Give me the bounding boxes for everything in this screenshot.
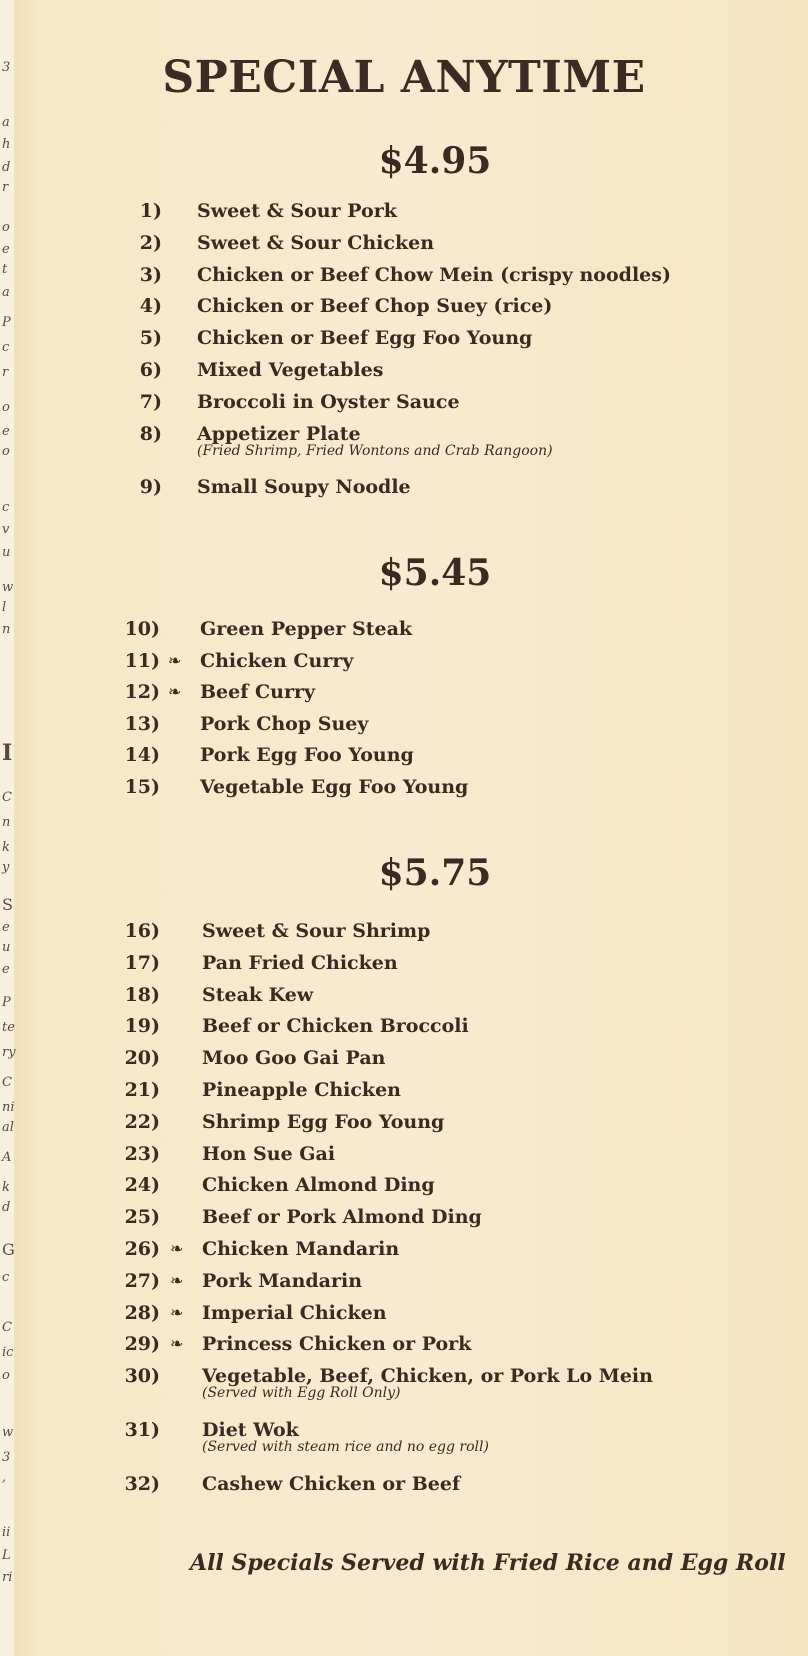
item-name: Vegetable Egg Foo Young (200, 776, 469, 798)
item-name: Pineapple Chicken (202, 1079, 401, 1101)
item-number: 1) (139, 200, 162, 222)
item-name: Green Pepper Steak (200, 618, 413, 640)
strip-letter: ri (2, 1570, 13, 1585)
strip-letter: d (2, 1200, 11, 1215)
spicy-leaf-icon: ❧ (170, 1334, 184, 1354)
menu-item (0, 196, 808, 226)
menu-item (0, 1234, 808, 1264)
item-number: 28) (124, 1301, 160, 1324)
menu-item (0, 1075, 808, 1105)
strip-letter: r (2, 180, 9, 195)
item-number: 20) (124, 1047, 160, 1070)
menu-title: SPECIAL ANYTIME (162, 52, 646, 103)
item-number: 14) (124, 744, 160, 767)
item-name: Broccoli in Oyster Sauce (197, 390, 460, 413)
menu-item (0, 1469, 808, 1499)
menu-item (0, 709, 808, 739)
item-name: Imperial Chicken (202, 1301, 387, 1324)
item-name: Shrimp Egg Foo Young (202, 1110, 445, 1133)
menu-item (0, 1266, 808, 1296)
item-number: 7) (139, 390, 162, 413)
item-number: 17) (124, 951, 160, 974)
item-name: Hon Sue Gai (202, 1142, 336, 1165)
spicy-leaf-icon: ❧ (170, 1270, 184, 1290)
item-name: Chicken or Beef Chop Suey (rice) (197, 295, 553, 318)
strip-letter: h (2, 137, 11, 152)
item-number: 15) (124, 776, 160, 798)
item-number: 6) (139, 359, 162, 381)
menu-item (0, 1202, 808, 1232)
menu-item (0, 614, 808, 644)
item-name: Cashew Chicken or Beef (202, 1472, 461, 1495)
item-number: 19) (124, 1015, 160, 1038)
strip-letter: G (2, 1240, 15, 1259)
item-number: 25) (124, 1206, 160, 1229)
item-name: Mixed Vegetables (197, 359, 384, 381)
item-number: 29) (124, 1333, 160, 1356)
strip-letter: o (2, 220, 10, 235)
spicy-leaf-icon: ❧ (168, 650, 182, 670)
item-name: Diet Wok (202, 1419, 299, 1441)
strip-letter: L (2, 1548, 11, 1563)
strip-letter: C (2, 1075, 12, 1090)
item-name: Pork Egg Foo Young (200, 744, 414, 767)
menu-item (0, 677, 808, 707)
strip-letter: o (2, 444, 10, 459)
item-name: Pork Chop Suey (200, 712, 369, 735)
strip-letter: C (2, 790, 12, 805)
strip-letter: t (2, 262, 8, 277)
strip-letter: d (2, 160, 11, 175)
item-number: 26) (124, 1238, 160, 1260)
item-name: Chicken or Beef Chow Mein (crispy noodles) (197, 263, 671, 286)
strip-letter: r (2, 365, 9, 380)
strip-letter: n (2, 622, 11, 637)
strip-letter: u (2, 940, 11, 955)
strip-letter: 3 (2, 60, 11, 75)
menu-item (0, 1011, 808, 1041)
menu-item (0, 291, 808, 321)
item-number: 22) (124, 1110, 160, 1133)
strip-letter: k (2, 1180, 10, 1195)
strip-letter: k (2, 840, 10, 855)
strip-letter: c (2, 1270, 10, 1285)
item-name: Chicken Almond Ding (202, 1174, 435, 1197)
item-number: 16) (124, 920, 160, 942)
item-number: 18) (124, 983, 160, 1006)
item-name: Beef or Chicken Broccoli (202, 1015, 469, 1038)
menu-item (0, 1170, 808, 1200)
footer-note: All Specials Served with Fried Rice and Egg Roll (190, 1550, 786, 1576)
strip-letter: o (2, 400, 10, 415)
item-name: Steak Kew (202, 983, 314, 1006)
strip-letter: C (2, 1320, 12, 1335)
item-name: Vegetable, Beef, Chicken, or Pork Lo Mein (202, 1365, 653, 1388)
strip-letter: te (2, 1020, 15, 1035)
menu-item (0, 948, 808, 978)
spicy-leaf-icon: ❧ (170, 1239, 184, 1258)
menu-item (0, 472, 808, 502)
item-name: Sweet & Sour Chicken (197, 231, 435, 254)
section-price: $4.95 (378, 140, 492, 182)
item-name: Princess Chicken or Pork (202, 1333, 472, 1356)
menu-item (0, 1298, 808, 1328)
strip-letter: A (2, 1150, 12, 1165)
item-number: 13) (124, 712, 160, 735)
menu-item (0, 387, 808, 417)
strip-letter: al (2, 1120, 14, 1135)
item-number: 4) (139, 295, 162, 318)
item-note: (Served with Egg Roll Only) (202, 1385, 401, 1402)
spicy-leaf-icon: ❧ (168, 682, 182, 702)
menu-item (0, 1329, 808, 1359)
strip-letter: P (2, 995, 11, 1010)
item-number: 32) (124, 1472, 160, 1495)
item-name: Sweet & Sour Shrimp (202, 920, 431, 942)
strip-letter: c (2, 340, 10, 355)
item-number: 2) (139, 231, 162, 254)
menu-item (0, 646, 808, 676)
menu-item (0, 228, 808, 258)
strip-letter: 3 (2, 1450, 11, 1465)
strip-letter: o (2, 1368, 10, 1383)
item-number: 31) (124, 1419, 160, 1441)
menu-item (0, 260, 808, 290)
item-name: Pork Mandarin (202, 1269, 363, 1292)
item-number: 3) (139, 263, 162, 286)
item-number: 12) (124, 681, 160, 704)
strip-letter: ni (2, 1100, 15, 1115)
strip-letter: e (2, 242, 10, 257)
section-price: $5.75 (378, 852, 492, 894)
menu-item (0, 1139, 808, 1169)
strip-letter: u (2, 545, 11, 560)
item-number: 24) (124, 1174, 160, 1197)
item-name: Chicken Curry (200, 649, 354, 672)
item-name: Beef or Pork Almond Ding (202, 1206, 482, 1229)
strip-letter: a (2, 115, 10, 130)
strip-letter: ic (2, 1345, 14, 1360)
item-name: Sweet & Sour Pork (197, 200, 397, 222)
strip-letter: ry (2, 1045, 16, 1060)
item-number: 9) (139, 476, 162, 499)
item-name: Chicken Mandarin (202, 1238, 400, 1260)
strip-letter: a (2, 285, 10, 300)
item-number: 5) (139, 327, 162, 350)
strip-letter: w (2, 1425, 14, 1440)
menu-item (0, 1361, 808, 1391)
item-number: 10) (124, 618, 160, 640)
menu-item (0, 323, 808, 353)
item-number: 27) (124, 1269, 160, 1292)
item-name: Pan Fried Chicken (202, 951, 398, 974)
item-number: 30) (124, 1365, 160, 1388)
item-note: (Fried Shrimp, Fried Wontons and Crab Rangoon) (197, 442, 553, 459)
strip-letter: e (2, 424, 10, 439)
strip-letter: n (2, 815, 11, 830)
item-number: 23) (124, 1142, 160, 1165)
strip-letter: S (2, 895, 13, 914)
strip-letter: I (2, 740, 13, 766)
strip-letter: c (2, 500, 10, 515)
menu-item (0, 1043, 808, 1073)
item-number: 11) (124, 649, 160, 672)
item-name: Appetizer Plate (197, 422, 361, 445)
item-name: Moo Goo Gai Pan (202, 1047, 386, 1070)
menu-item (0, 772, 808, 802)
strip-letter: w (2, 580, 14, 595)
item-name: Chicken or Beef Egg Foo Young (197, 327, 533, 350)
item-name: Beef Curry (200, 681, 316, 704)
strip-letter: e (2, 962, 10, 977)
menu-item (0, 980, 808, 1010)
item-number: 21) (124, 1079, 160, 1101)
item-number: 8) (139, 422, 162, 445)
strip-letter: v (2, 522, 10, 537)
menu-item (0, 355, 808, 385)
spicy-leaf-icon: ❧ (170, 1302, 184, 1322)
strip-letter: , (2, 1470, 7, 1485)
menu-item (0, 916, 808, 946)
menu-item (0, 1107, 808, 1137)
strip-letter: ii (2, 1525, 11, 1540)
strip-letter: l (2, 600, 7, 615)
section-price: $5.45 (378, 552, 492, 594)
strip-letter: P (2, 315, 11, 330)
item-note: (Served with steam rice and no egg roll) (202, 1439, 489, 1455)
menu-item (0, 740, 808, 770)
strip-letter: e (2, 920, 10, 935)
item-name: Small Soupy Noodle (197, 476, 411, 499)
strip-letter: y (2, 860, 10, 875)
